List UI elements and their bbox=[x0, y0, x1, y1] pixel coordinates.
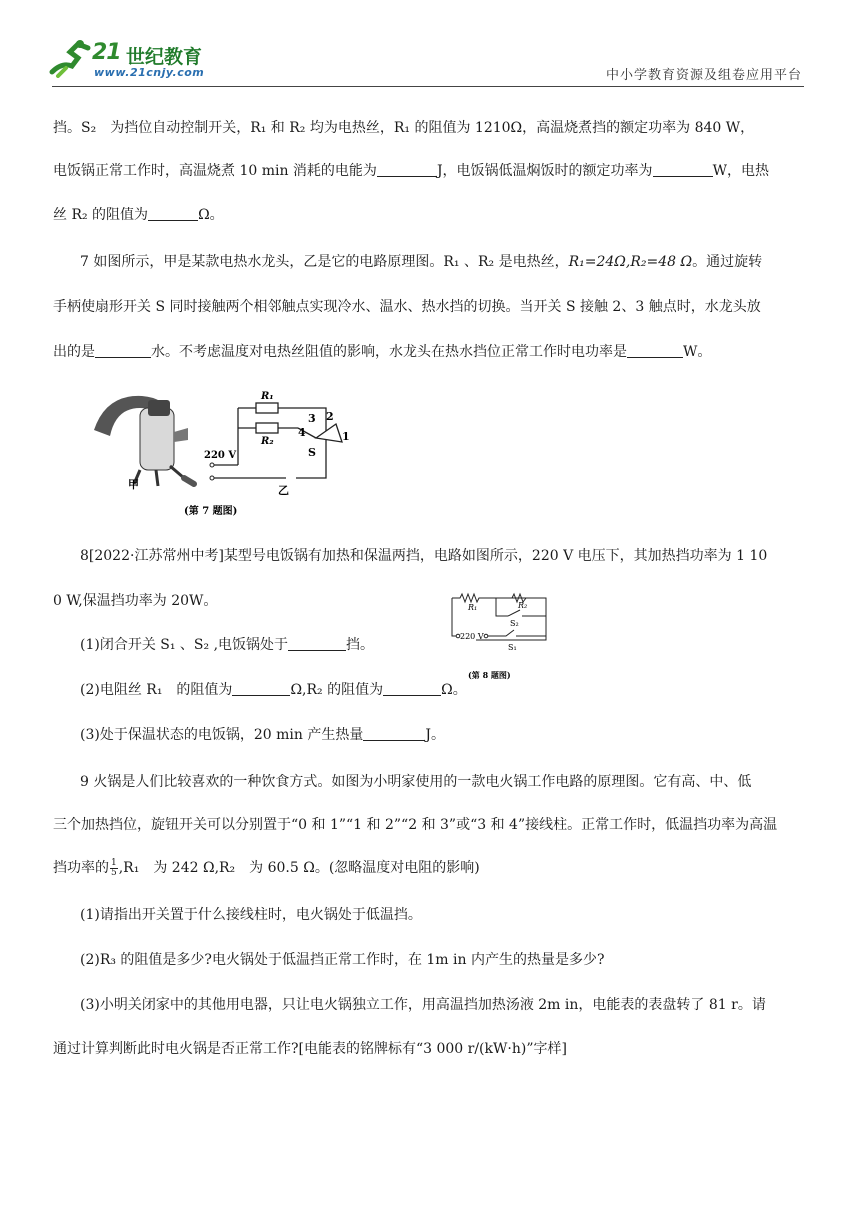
q6-text: 电饭锅正常工作时，高温烧煮 10 min 消耗的电能为 bbox=[53, 163, 377, 179]
q8-sub3 bbox=[80, 725, 836, 745]
figure-7 bbox=[86, 382, 376, 522]
label-voltage: 220 V bbox=[204, 450, 237, 461]
logo-url: www.21cnjy.com bbox=[94, 66, 205, 79]
q8-text: 挡。 bbox=[346, 637, 375, 653]
q9-text: ,R₁ 为 242 Ω,R₂ 为 60.5 Ω。(忽略温度对电阻的影响) bbox=[118, 860, 480, 876]
q7-text: 出的是 bbox=[53, 344, 95, 360]
q6-text: 丝 R₂ 的阻值为 bbox=[53, 207, 149, 223]
q7-text: 水。不考虑温度对电热丝阻值的影响，水龙头在热水挡位正常工作时电功率是 bbox=[151, 344, 627, 360]
answer-blank[interactable] bbox=[653, 162, 713, 177]
answer-blank[interactable] bbox=[232, 681, 290, 696]
q9-sub1: (1)请指出开关置于什么接线柱时，电火锅处于低温挡。 bbox=[80, 907, 422, 923]
q6-text: Ω。 bbox=[198, 207, 224, 223]
switch-s: S bbox=[308, 446, 316, 459]
contact-4: 4 bbox=[298, 426, 306, 439]
fraction-one-fifth: $\frac{1}{5}$ bbox=[111, 857, 117, 878]
answer-blank[interactable] bbox=[363, 726, 425, 741]
q7-text: W。 bbox=[683, 344, 712, 360]
logo bbox=[48, 38, 218, 84]
q7-line1 bbox=[80, 252, 810, 272]
label-jia: 甲 bbox=[128, 478, 139, 491]
fig8-s2: S₂ bbox=[510, 619, 519, 628]
q7-text: 7 如图所示，甲是某款电热水龙头，乙是它的电路原理图。R₁ 、R₂ 是电热丝， bbox=[80, 254, 569, 270]
q9-text: 挡功率的 bbox=[53, 860, 109, 876]
circuit-diagram-yi bbox=[214, 403, 342, 478]
contact-2: 2 bbox=[326, 410, 334, 423]
fig8-voltage: 220 V bbox=[460, 632, 484, 641]
q7-formula: R₁=24Ω,R₂=48 Ω bbox=[568, 254, 693, 270]
q8-text: (3)处于保温状态的电饭锅，20 min 产生热量 bbox=[80, 727, 364, 743]
label-r2: R₂ bbox=[261, 436, 274, 447]
header-divider bbox=[52, 86, 804, 87]
q7-line3 bbox=[53, 342, 809, 362]
answer-blank[interactable] bbox=[95, 343, 151, 358]
contact-3: 3 bbox=[308, 412, 316, 425]
q6-text: J，电饭锅低温焖饭时的额定功率为 bbox=[436, 163, 653, 179]
q9-line3 bbox=[53, 858, 809, 878]
q7-line2: 手柄使扇形开关 S 同时接触两个相邻触点实现冷水、温水、热水挡的切换。当开关 S 接触 2、3 触点时，水龙头放 bbox=[53, 299, 761, 315]
fig8-r1: R₁ bbox=[468, 603, 478, 612]
q9-line2: 三个加热挡位，旋钮开关可以分别置于“0 和 1”“1 和 2”“2 和 3”或“3 和 4”接线柱。正常工作时，低温挡功率为高温 bbox=[53, 817, 778, 833]
page-header bbox=[0, 0, 860, 92]
label-yi: 乙 bbox=[278, 484, 289, 497]
q6-line3 bbox=[53, 205, 809, 225]
figure-8-caption: (第 8 题图) bbox=[468, 670, 511, 680]
fig8-s1: S₁ bbox=[508, 643, 517, 652]
q8-text: (2)电阻丝 R₁ 的阻值为 bbox=[80, 682, 233, 698]
contact-1: 1 bbox=[342, 430, 350, 443]
q6-line1: 挡。S₂ 为挡位自动控制开关，R₁ 和 R₂ 均为电热丝，R₁ 的阻值为 1210Ω，高温烧煮挡的额定功率为 840 W， bbox=[53, 120, 755, 136]
q8-text: Ω,R₂ 的阻值为 bbox=[290, 682, 384, 698]
q6-text: W，电热 bbox=[712, 163, 769, 179]
platform-name: 中小学教育资源及组卷应用平台 bbox=[605, 68, 802, 83]
answer-blank[interactable] bbox=[288, 636, 346, 651]
figure-8 bbox=[440, 588, 555, 684]
q9-line1: 9 火锅是人们比较喜欢的一种饮食方式。如图为小明家使用的一款电火锅工作电路的原理图。它有高、中、低 bbox=[80, 774, 752, 790]
q9-sub3-line1: (3)小明关闭家中的其他用电器，只让电火锅独立工作，用高温挡加热汤液 2m in，电能表的表盘转了 81 r。请 bbox=[80, 997, 766, 1013]
logo-number: 21 bbox=[92, 40, 121, 65]
q6-line2 bbox=[53, 161, 809, 181]
q9-sub3-line2: 通过计算判断此时电火锅是否正常工作?[电能表的铭牌标有“3 000 r/(kW·h)”字样] bbox=[53, 1041, 567, 1057]
faucet-picture bbox=[94, 396, 194, 486]
q8-text: Ω。 bbox=[441, 682, 467, 698]
label-r1: R₁ bbox=[261, 391, 274, 402]
logo-text: 世纪教育 bbox=[126, 46, 203, 68]
figure-7-caption: (第 7 题图) bbox=[184, 506, 238, 517]
q7-text: 。通过旋转 bbox=[692, 254, 763, 270]
q9-sub2: (2)R₃ 的阻值是多少?电火锅处于低温挡正常工作时，在 1m in 内产生的热量是多少? bbox=[80, 952, 605, 968]
answer-blank[interactable] bbox=[148, 206, 198, 221]
q8-text: J。 bbox=[425, 727, 445, 743]
answer-blank[interactable] bbox=[627, 343, 683, 358]
q8-text: (1)闭合开关 S₁ 、S₂ ,电饭锅处于 bbox=[80, 637, 289, 653]
q8-line1: 8[2022·江苏常州中考]某型号电饭锅有加热和保温两挡，电路如图所示，220 V 电压下，其加热挡功率为 1 10 bbox=[80, 548, 768, 564]
q8-line2: 0 W,保温挡功率为 20W。 bbox=[53, 593, 218, 609]
fig8-r2: R₂ bbox=[518, 601, 528, 610]
answer-blank[interactable] bbox=[377, 162, 437, 177]
runner-logo-icon bbox=[48, 38, 94, 78]
answer-blank[interactable] bbox=[383, 681, 441, 696]
